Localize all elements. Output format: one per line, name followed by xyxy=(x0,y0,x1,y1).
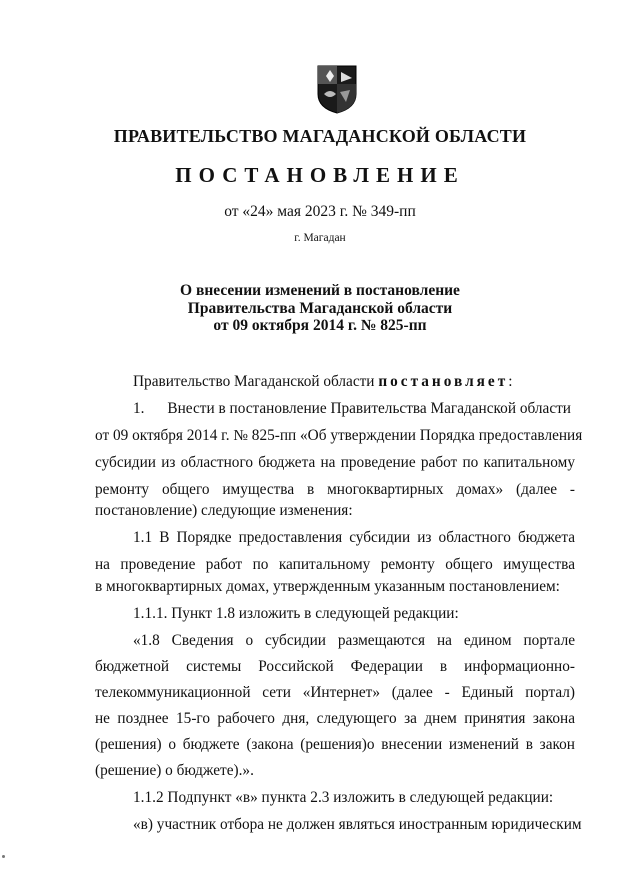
preamble-verb: постановляет xyxy=(378,373,509,390)
subject-line: О внесении изменений в постановление xyxy=(180,282,460,299)
preamble xyxy=(133,373,512,391)
paragraph-line: 1.1.2 Подпункт «в» пункта 2.3 изложить в следующей редакции: xyxy=(133,789,554,806)
paragraph-line: на проведение работ по капитальному ремонту общего имущества xyxy=(95,556,575,573)
quote-line: (решения) о бюджете (закона (решения)о внесении изменений в закон xyxy=(95,736,575,753)
paragraph-line: субсидии из областного бюджета на проведение работ по капитальному xyxy=(95,454,575,471)
paragraph-line: в многоквартирных домах, утвержденным указанным постановлением: xyxy=(95,578,560,595)
coat-of-arms-icon xyxy=(316,64,358,114)
paragraph-line: постановление) следующие изменения: xyxy=(95,502,353,519)
preamble-colon: : xyxy=(508,373,513,390)
document-date-number: от «24» мая 2023 г. № 349-пп xyxy=(224,203,416,220)
paragraph-line: 1.1.1. Пункт 1.8 изложить в следующей редакции: xyxy=(133,605,459,622)
paragraph-line: «в) участник отбора не должен являться иностранным юридическим xyxy=(133,816,582,833)
subject-line: Правительства Магаданской области xyxy=(187,299,453,317)
paragraph-line: от 09 октября 2014 г. № 825-пп «Об утверждении Порядка предоставления xyxy=(95,427,583,444)
document-city: г. Магадан xyxy=(294,232,346,244)
scan-artifact xyxy=(2,855,5,858)
quote-line: (решение) о бюджете).». xyxy=(95,762,254,779)
government-title: ПРАВИТЕЛЬСТВО МАГАДАНСКОЙ ОБЛАСТИ xyxy=(113,126,527,146)
subject-line: от 09 октября 2014 г. № 825-пп xyxy=(213,317,427,334)
quote-line: бюджетной системы Российской Федерации в информационно- xyxy=(95,658,575,675)
quote-line: «1.8 Сведения о субсидии размещаются на едином портале xyxy=(133,632,575,649)
document-subject xyxy=(0,282,640,335)
paragraph-line: ремонту общего имущества в многоквартирных домах» (далее - xyxy=(95,481,575,498)
preamble-text: Правительство Магаданской области xyxy=(133,373,379,390)
paragraph-line: 1.1 В Порядке предоставления субсидии из областного бюджета xyxy=(133,529,575,546)
quote-line: телекоммуникационной сети «Интернет» (далее - Единый портал) xyxy=(95,684,575,701)
document-type: ПОСТАНОВЛЕНИЕ xyxy=(175,163,465,187)
paragraph-line: 1. Внести в постановление Правительства Магаданской области xyxy=(133,400,571,417)
quote-line: не позднее 15-го рабочего дня, следующего за днем принятия закона xyxy=(95,710,575,727)
